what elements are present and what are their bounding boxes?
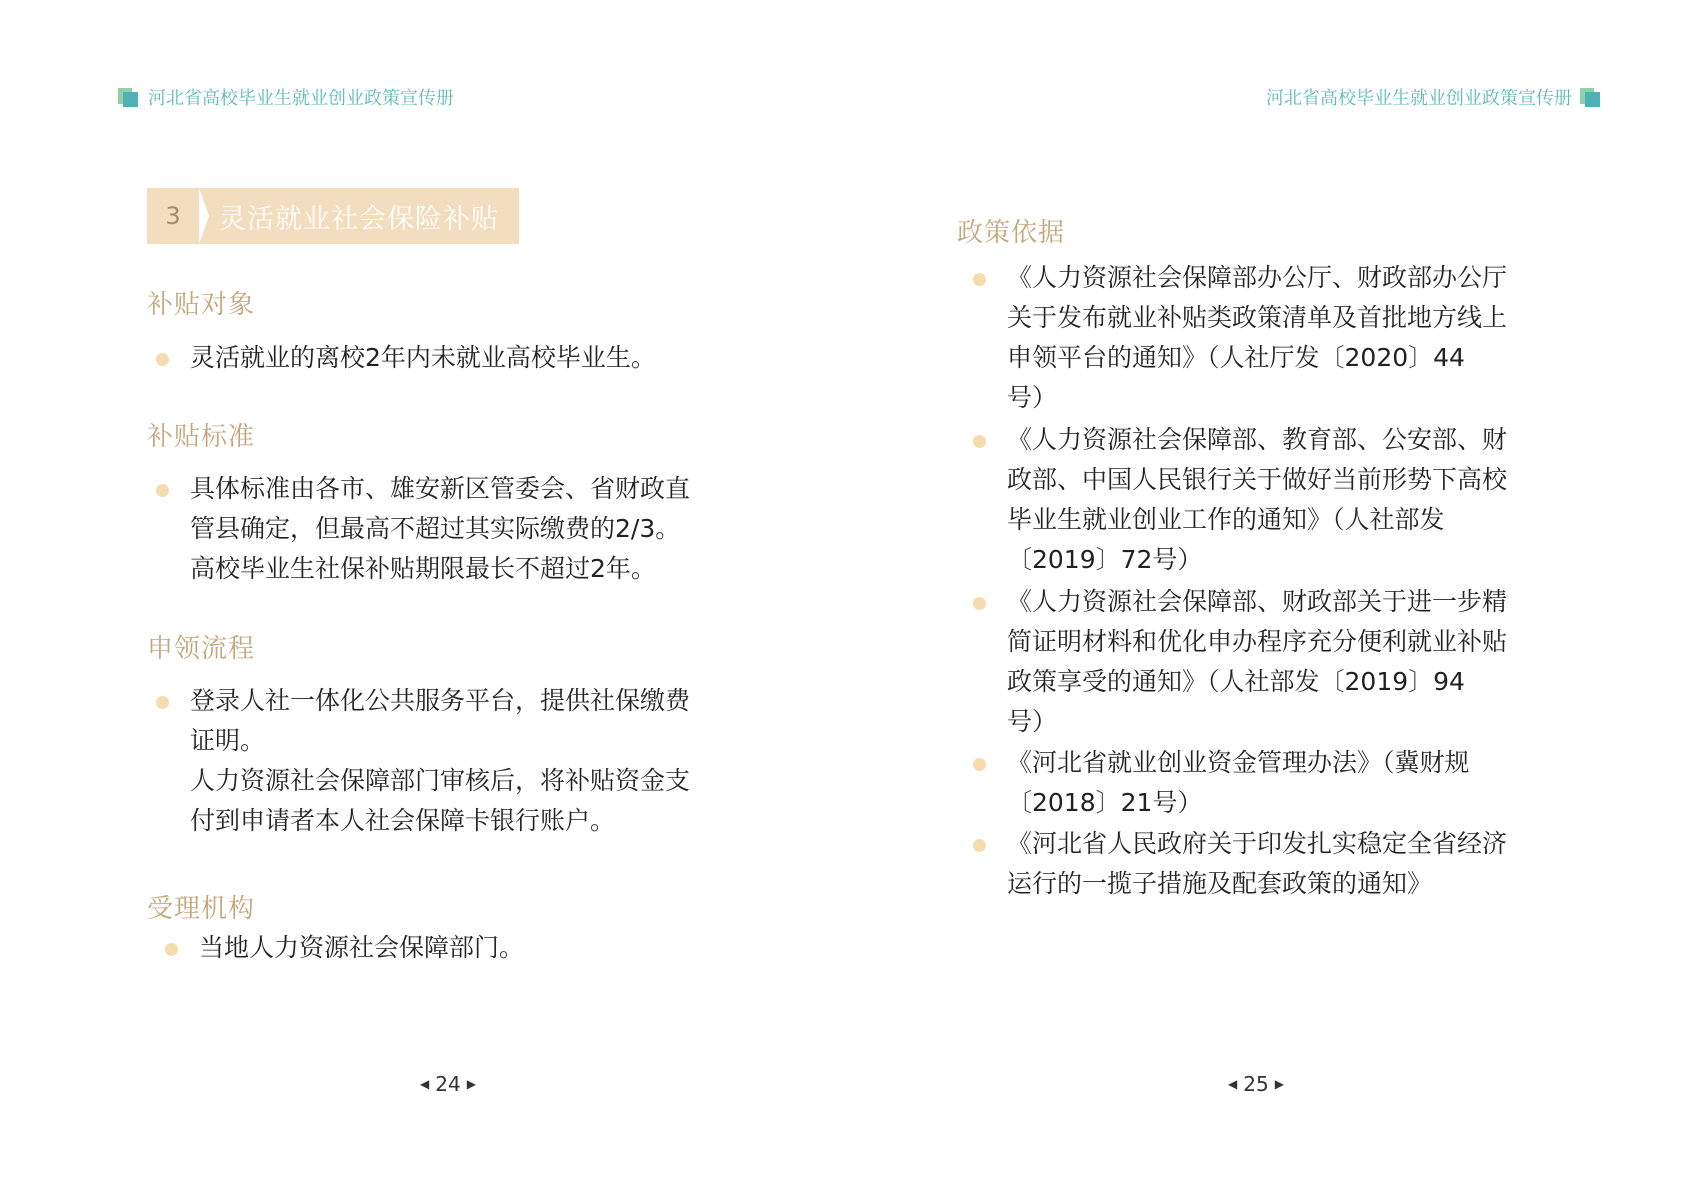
section-number: 3 <box>165 202 181 230</box>
bullet-line: 管县确定，但最高不超过其实际缴费的2/3。 <box>190 514 681 543</box>
policy-line: 简证明材料和优化申办程序充分便利就业补贴 <box>1007 627 1508 656</box>
running-head-text: 河北省高校毕业生就业创业政策宣传册 <box>148 88 454 109</box>
policy-line: 《河北省人民政府关于印发扎实稳定全省经济 <box>1007 829 1508 858</box>
policy-line: 号） <box>1007 383 1058 412</box>
policy-line: 《河北省就业创业资金管理办法》（冀财规 <box>1007 748 1470 777</box>
policy-line: 毕业生就业创业工作的通知》（人社部发 <box>1007 505 1445 534</box>
policy-line: 运行的一揽子措施及配套政策的通知》 <box>1007 869 1433 898</box>
bullet-dot-icon <box>973 273 986 286</box>
bullet-dot-icon <box>156 353 169 366</box>
bullet-dot-icon <box>973 758 986 771</box>
section-title: 灵活就业社会保险补贴 <box>219 203 499 235</box>
policy-line: 〔2018〕21号） <box>1007 788 1203 817</box>
triangle-right-icon: ▶ <box>1274 1077 1284 1091</box>
page-number-text: 24 <box>435 1072 461 1096</box>
running-head-right <box>1266 84 1602 110</box>
page-number-left <box>420 1072 476 1096</box>
bullet-dot-icon <box>973 597 986 610</box>
bullet-line: 登录人社一体化公共服务平台，提供社保缴费 <box>190 686 691 715</box>
chevron-right-icon <box>199 188 209 244</box>
policy-item <box>1007 743 1470 823</box>
heading-handling-agency: 受理机构 <box>147 894 256 924</box>
bullet-item <box>199 928 524 968</box>
policy-line: 关于发布就业补贴类政策清单及首批地方线上 <box>1007 303 1508 332</box>
triangle-left-icon: ◀ <box>1228 1077 1238 1091</box>
triangle-left-icon: ◀ <box>420 1077 430 1091</box>
heading-policy-basis: 政策依据 <box>957 218 1066 248</box>
running-head-text: 河北省高校毕业生就业创业政策宣传册 <box>1266 88 1572 109</box>
policy-item <box>1007 258 1507 418</box>
policy-item <box>1007 420 1507 580</box>
policy-line: 政部、中国人民银行关于做好当前形势下高校 <box>1007 465 1508 494</box>
bullet-item <box>190 681 690 841</box>
policy-line: 号） <box>1007 707 1058 736</box>
policy-line: 申领平台的通知》（人社厅发〔2020〕44 <box>1007 343 1465 372</box>
policy-line: 《人力资源社会保障部、财政部关于进一步精 <box>1007 587 1508 616</box>
bullet-item <box>190 469 690 589</box>
heading-subsidy-target: 补贴对象 <box>147 290 256 320</box>
bullet-dot-icon <box>973 435 986 448</box>
bullet-line: 人力资源社会保障部门审核后，将补贴资金支 <box>190 766 691 795</box>
bullet-line: 当地人力资源社会保障部门。 <box>199 933 525 962</box>
bullet-line: 灵活就业的离校2年内未就业高校毕业生。 <box>190 343 656 372</box>
bullet-line: 证明。 <box>190 726 266 755</box>
section-tag <box>147 188 519 244</box>
page-number-text: 25 <box>1243 1072 1269 1096</box>
heading-application-process: 申领流程 <box>147 634 256 664</box>
policy-line: 〔2019〕72号） <box>1007 545 1203 574</box>
running-head-left <box>118 84 454 110</box>
bullet-item <box>190 338 656 378</box>
policy-line: 《人力资源社会保障部、教育部、公安部、财 <box>1007 425 1508 454</box>
right-page <box>850 0 1700 1200</box>
brochure-logo-icon <box>1580 86 1602 108</box>
policy-item <box>1007 582 1507 742</box>
heading-subsidy-standard: 补贴标准 <box>147 422 256 452</box>
bullet-dot-icon <box>156 484 169 497</box>
policy-line: 政策享受的通知》（人社部发〔2019〕94 <box>1007 667 1465 696</box>
bullet-line: 高校毕业生社保补贴期限最长不超过2年。 <box>190 554 656 583</box>
bullet-line: 具体标准由各市、雄安新区管委会、省财政直 <box>190 474 691 503</box>
bullet-line: 付到申请者本人社会保障卡银行账户。 <box>190 806 616 835</box>
bullet-dot-icon <box>165 943 178 956</box>
triangle-right-icon: ▶ <box>466 1077 476 1091</box>
policy-item <box>1007 824 1507 904</box>
page-number-right <box>1228 1072 1284 1096</box>
bullet-dot-icon <box>156 696 169 709</box>
brochure-logo-icon <box>118 86 140 108</box>
policy-line: 《人力资源社会保障部办公厅、财政部办公厅 <box>1007 263 1508 292</box>
bullet-dot-icon <box>973 839 986 852</box>
